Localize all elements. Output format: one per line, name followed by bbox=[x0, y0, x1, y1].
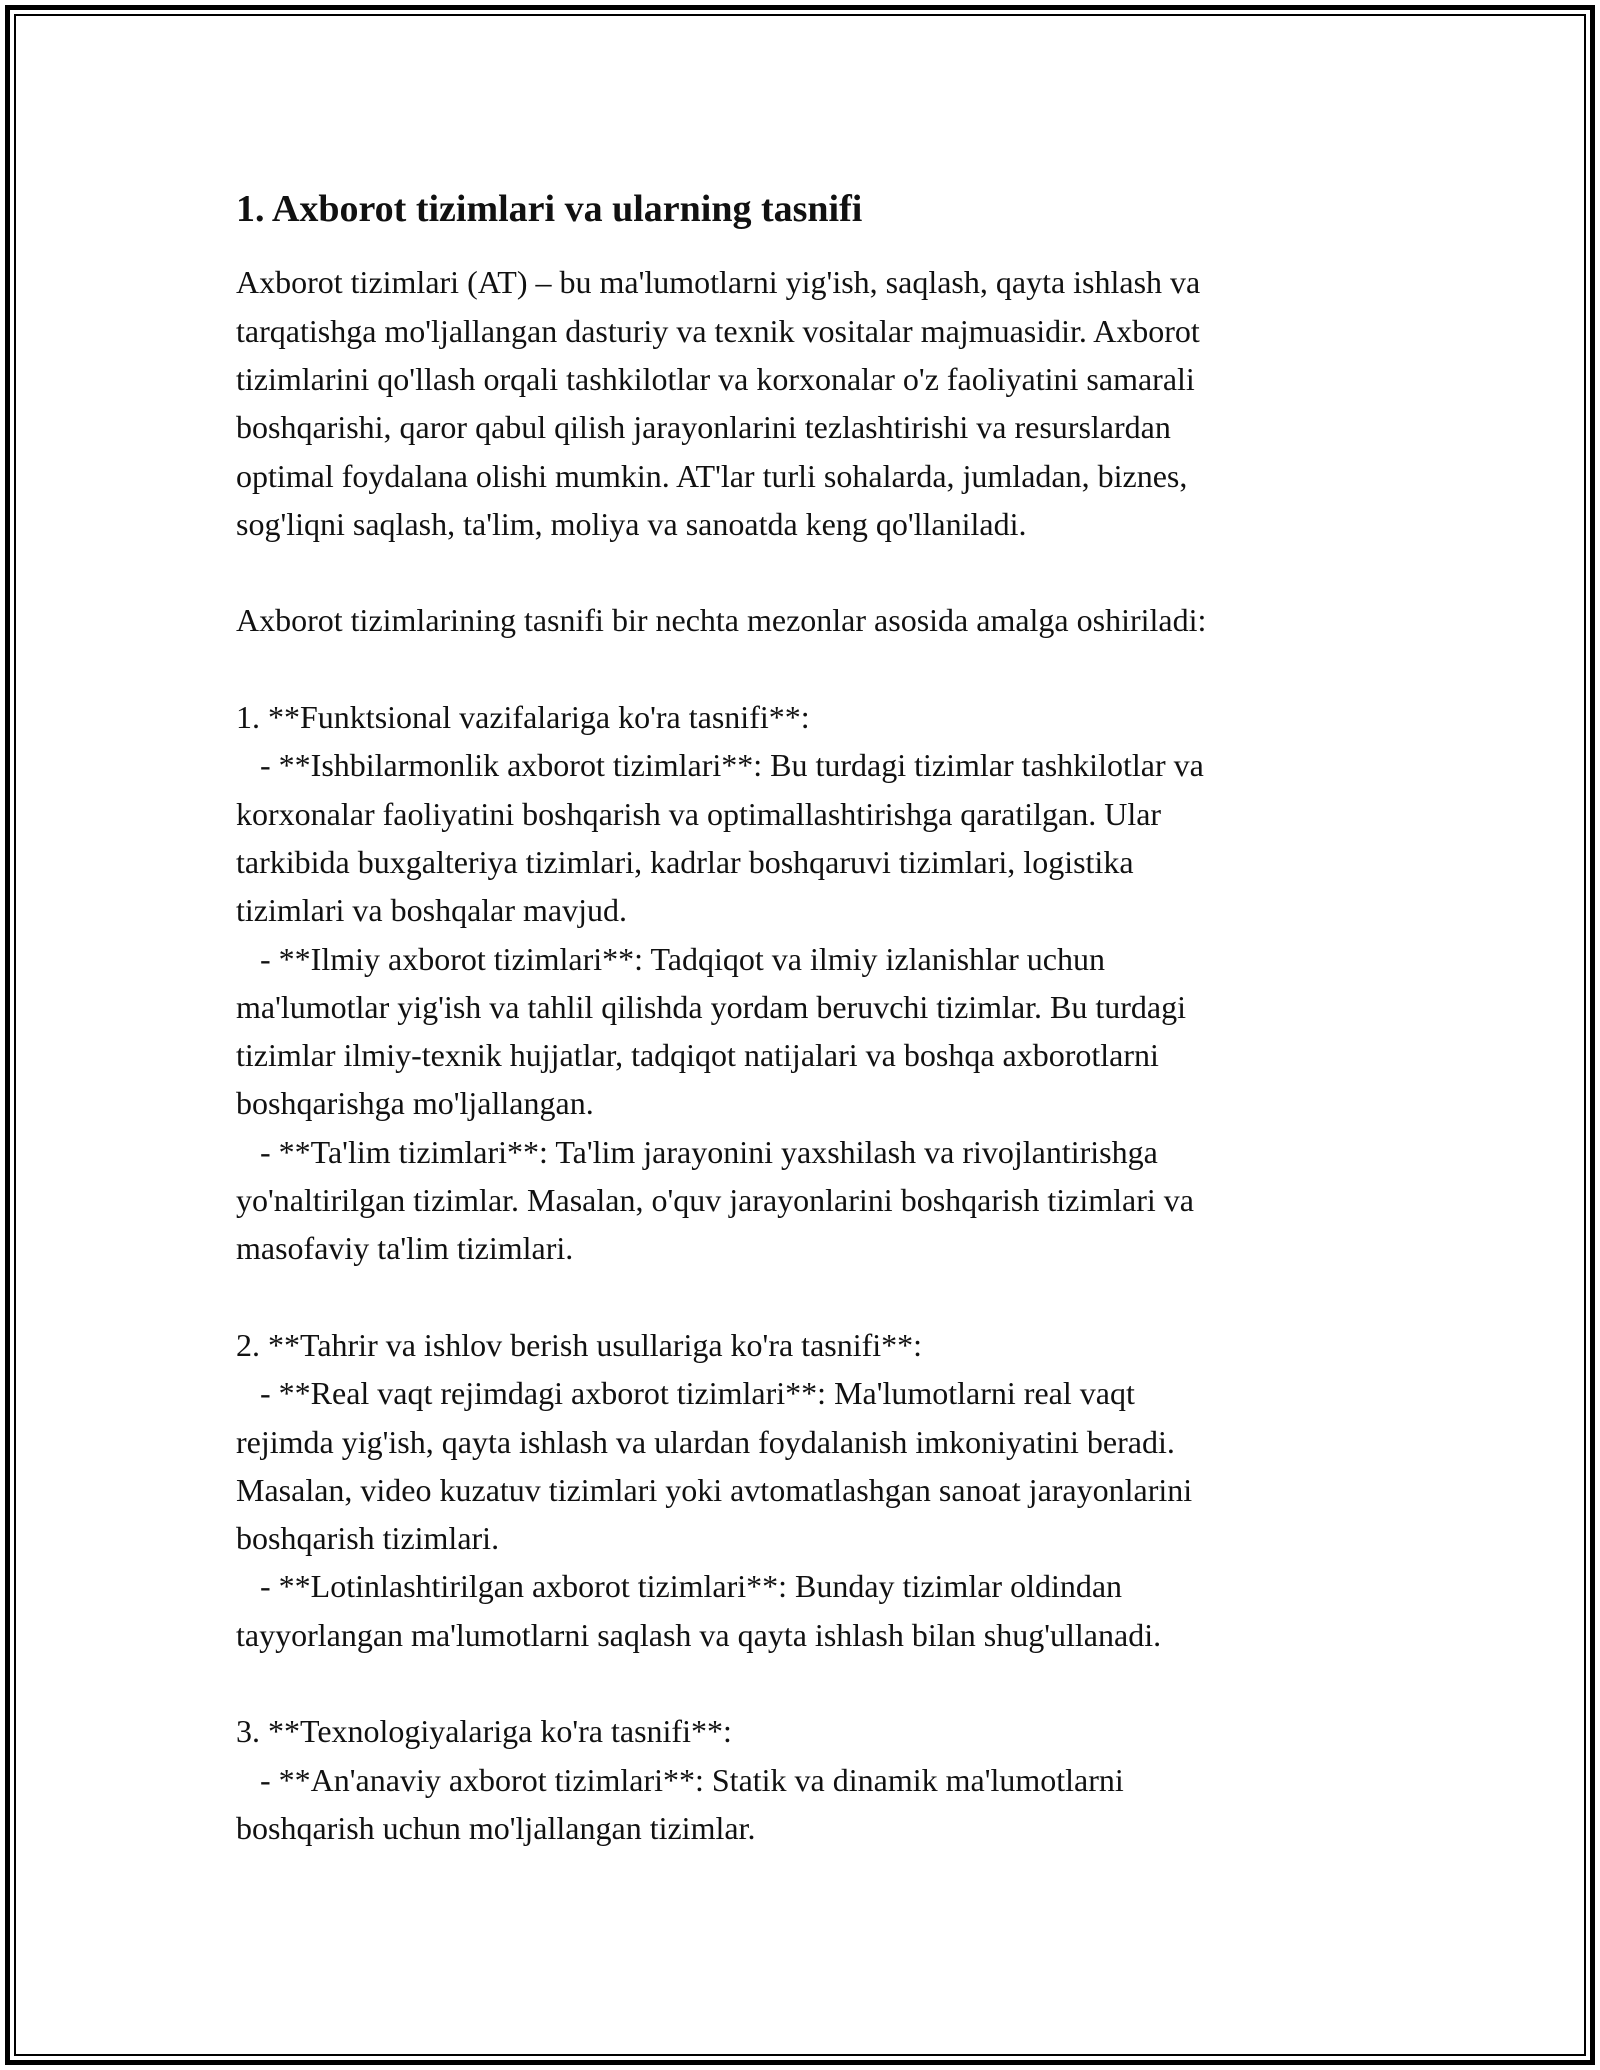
list-item bbox=[236, 1369, 1386, 1562]
paragraph-line: Axborot tizimlari (AT) – bu ma'lumotlarni yig'ish, saqlash, qayta ishlash va bbox=[236, 264, 1201, 301]
paragraph-line: yo'naltirilgan tizimlar. Masalan, o'quv jarayonlarini boshqarish tizimlari va bbox=[236, 1182, 1194, 1219]
spacer bbox=[236, 1659, 1386, 1707]
spacer bbox=[236, 1273, 1386, 1321]
section-heading: 2. **Tahrir va ishlov berish usullariga ko'ra tasnifi**: bbox=[236, 1326, 923, 1363]
section-technology bbox=[236, 1707, 1386, 1852]
paragraph-line: Masalan, video kuzatuv tizimlari yoki avtomatlashgan sanoat jarayonlarini bbox=[236, 1471, 1193, 1508]
list-item bbox=[236, 741, 1386, 934]
intro-paragraph bbox=[236, 258, 1386, 548]
paragraph-line: boshqarish tizimlari. bbox=[236, 1520, 500, 1557]
document-body bbox=[236, 185, 1386, 1852]
section-processing bbox=[236, 1321, 1386, 1659]
list-item bbox=[236, 1128, 1386, 1273]
paragraph-line: - **Lotinlashtirilgan axborot tizimlari**: Bunday tizimlar oldindan bbox=[236, 1568, 1123, 1605]
paragraph-line: boshqarish uchun mo'ljallangan tizimlar. bbox=[236, 1809, 756, 1846]
paragraph-line: - **An'anaviy axborot tizimlari**: Statik va dinamik ma'lumotlarni bbox=[236, 1761, 1124, 1798]
paragraph-line: tarqatishga mo'ljallangan dasturiy va texnik vositalar majmuasidir. Axborot bbox=[236, 312, 1200, 349]
spacer bbox=[236, 645, 1386, 693]
document-title: 1. Axborot tizimlari va ularning tasnifi bbox=[236, 188, 863, 230]
spacer bbox=[236, 548, 1386, 596]
paragraph-line: boshqarishga mo'ljallangan. bbox=[236, 1085, 594, 1122]
section-heading: 3. **Texnologiyalariga ko'ra tasnifi**: bbox=[236, 1713, 732, 1750]
paragraph-line: - **Real vaqt rejimdagi axborot tizimlari**: Ma'lumotlarni real vaqt bbox=[236, 1375, 1135, 1412]
paragraph-line: tizimlar ilmiy-texnik hujjatlar, tadqiqot natijalari va boshqa axborotlarni bbox=[236, 1037, 1159, 1074]
paragraph-line: korxonalar faoliyatini boshqarish va optimallashtirishga qaratilgan. Ular bbox=[236, 795, 1162, 832]
paragraph-line: rejimda yig'ish, qayta ishlash va ulardan foydalanish imkoniyatini beradi. bbox=[236, 1423, 1175, 1460]
paragraph-line: sog'liqni saqlash, ta'lim, moliya va sanoatda keng qo'llaniladi. bbox=[236, 505, 1027, 542]
list-item bbox=[236, 1756, 1386, 1853]
paragraph-line: ma'lumotlar yig'ish va tahlil qilishda yordam beruvchi tizimlar. Bu turdagi bbox=[236, 988, 1187, 1025]
paragraph-line: tizimlari va boshqalar mavjud. bbox=[236, 892, 627, 929]
classification-intro: Axborot tizimlarining tasnifi bir nechta mezonlar asosida amalga oshiriladi: bbox=[236, 602, 1207, 639]
paragraph-line: tizimlarini qo'llash orqali tashkilotlar va korxonalar o'z faoliyatini samarali bbox=[236, 360, 1195, 397]
paragraph-line: - **Ishbilarmonlik axborot tizimlari**: Bu turdagi tizimlar tashkilotlar va bbox=[236, 747, 1204, 784]
paragraph-line: masofaviy ta'lim tizimlari. bbox=[236, 1230, 574, 1267]
section-heading: 1. **Funktsional vazifalariga ko'ra tasnifi**: bbox=[236, 699, 810, 736]
paragraph-line: tarkibida buxgalteriya tizimlari, kadrlar boshqaruvi tizimlari, logistika bbox=[236, 843, 1134, 880]
paragraph-line: boshqarishi, qaror qabul qilish jarayonlarini tezlashtirishi va resurslardan bbox=[236, 409, 1171, 446]
paragraph-line: - **Ta'lim tizimlari**: Ta'lim jarayonini yaxshilash va rivojlantirishga bbox=[236, 1133, 1158, 1170]
paragraph-line: tayyorlangan ma'lumotlarni saqlash va qayta ishlash bilan shug'ullanadi. bbox=[236, 1616, 1162, 1653]
paragraph-line: optimal foydalana olishi mumkin. AT'lar turli sohalarda, jumladan, biznes, bbox=[236, 457, 1188, 494]
list-item bbox=[236, 1562, 1386, 1659]
list-item bbox=[236, 935, 1386, 1128]
section-functional bbox=[236, 693, 1386, 1273]
paragraph-line: - **Ilmiy axborot tizimlari**: Tadqiqot va ilmiy izlanishlar uchun bbox=[236, 940, 1105, 977]
